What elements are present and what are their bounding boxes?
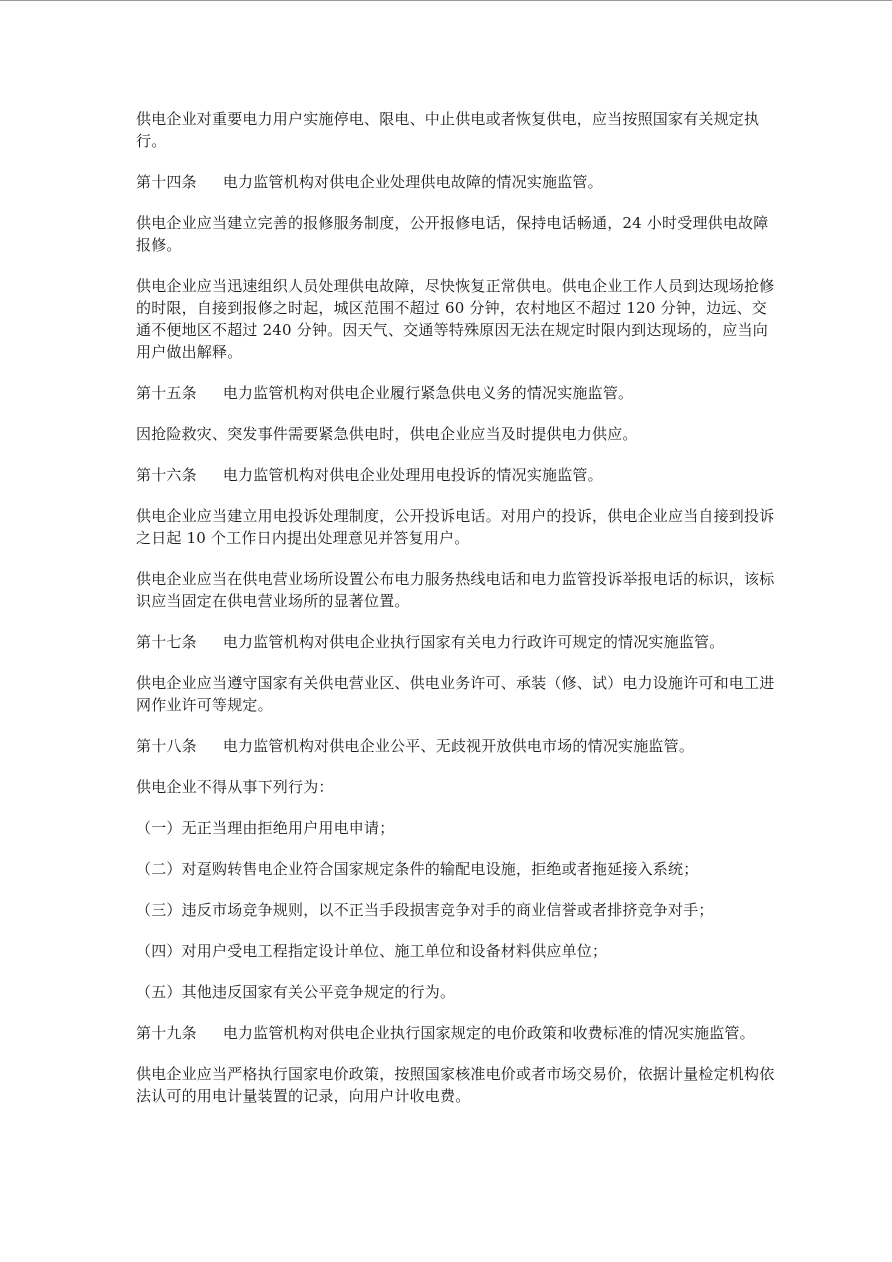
article-19 (136, 1022, 776, 1044)
list-item: （一）无正当理由拒绝用户用电申请； (136, 819, 395, 837)
paragraph: 供电企业应当迅速组织人员处理供电故障，尽快恢复正常供电。供电企业工作人员到达现场抢修的时限，自接到报修之时起，城区范围不超过 60 分钟，农村地区不超过 120 分钟，边远、交通不便地区不超过 240 分钟。因天气、交通等特殊原因无法在规定时限内到达现场的，应当向用户做出解释。 (136, 277, 775, 361)
paragraph: 供电企业应当建立完善的报修服务制度，公开报修电话，保持电话畅通，24 小时受理供电故障报修。 (136, 214, 769, 254)
article-15 (136, 382, 776, 404)
document-page (136, 108, 776, 1126)
article-heading-text: 电力监管机构对供电企业处理用电投诉的情况实施监管。 (222, 466, 603, 484)
paragraph: 供电企业应当建立用电投诉处理制度，公开投诉电话。对用户的投诉，供电企业应当自接到投诉之日起 10 个工作日内提出处理意见并答复用户。 (136, 507, 775, 547)
top-border-line (0, 0, 892, 1)
article-14 (136, 171, 776, 193)
article-number: 第十四条 (136, 173, 197, 191)
paragraph: 供电企业应当遵守国家有关供电营业区、供电业务许可、承装（修、试）电力设施许可和电工进网作业许可等规定。 (136, 674, 775, 714)
article-number: 第十八条 (136, 737, 197, 755)
paragraph: 供电企业不得从事下列行为： (136, 778, 334, 796)
article-17 (136, 631, 776, 653)
article-heading-text: 电力监管机构对供电企业处理供电故障的情况实施监管。 (222, 173, 603, 191)
article-16 (136, 464, 776, 486)
paragraph: 因抢险救灾、突发事件需要紧急供电时，供电企业应当及时提供电力供应。 (136, 425, 638, 443)
article-heading-text: 电力监管机构对供电企业履行紧急供电义务的情况实施监管。 (222, 384, 634, 402)
list-item: （二）对趸购转售电企业符合国家规定条件的输配电设施，拒绝或者拖延接入系统； (136, 860, 699, 878)
paragraph: 供电企业对重要电力用户实施停电、限电、中止供电或者恢复供电，应当按照国家有关规定执行。 (136, 110, 760, 150)
article-18 (136, 735, 776, 757)
article-heading-text: 电力监管机构对供电企业执行国家规定的电价政策和收费标准的情况实施监管。 (222, 1024, 755, 1042)
paragraph: 供电企业应当严格执行国家电价政策，按照国家核准电价或者市场交易价，依据计量检定机构依法认可的用电计量装置的记录，向用户计收电费。 (136, 1065, 775, 1105)
article-number: 第十七条 (136, 633, 197, 651)
article-heading-text: 电力监管机构对供电企业公平、无歧视开放供电市场的情况实施监管。 (222, 737, 695, 755)
article-number: 第十五条 (136, 384, 197, 402)
list-item: （三）违反市场竞争规则，以不正当手段损害竞争对手的商业信誉或者排挤竞争对手； (136, 901, 714, 919)
paragraph: 供电企业应当在供电营业场所设置公布电力服务热线电话和电力监管投诉举报电话的标识，该标识应当固定在供电营业场所的显著位置。 (136, 570, 775, 610)
list-item: （五）其他违反国家有关公平竞争规定的行为。 (136, 983, 456, 1001)
article-number: 第十六条 (136, 466, 197, 484)
list-item: （四）对用户受电工程指定设计单位、施工单位和设备材料供应单位； (136, 942, 608, 960)
article-heading-text: 电力监管机构对供电企业执行国家有关电力行政许可规定的情况实施监管。 (222, 633, 725, 651)
article-number: 第十九条 (136, 1024, 197, 1042)
